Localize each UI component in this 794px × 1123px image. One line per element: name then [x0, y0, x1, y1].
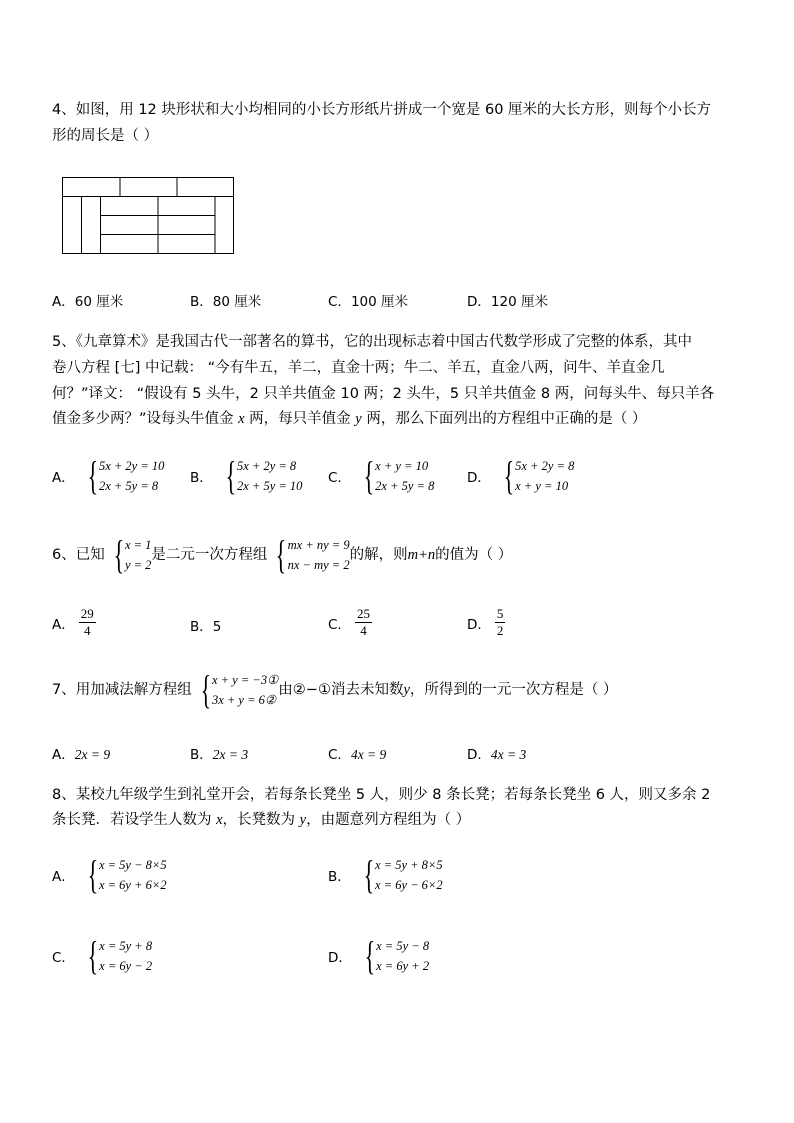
- brace-icon: {: [113, 532, 124, 577]
- fraction: $\frac{5}{2}$: [496, 606, 504, 638]
- brace-icon: {: [364, 933, 376, 978]
- q4-line2: 形的周长是（ ）: [52, 128, 159, 144]
- q6-option-a[interactable]: A． $\frac{29}{4}$: [52, 606, 94, 638]
- fraction: $\frac{25}{4}$: [356, 606, 370, 638]
- q5-option-c[interactable]: C． { x + y = 10 2x + 5y = 8: [328, 453, 435, 498]
- brace-icon: {: [87, 933, 99, 978]
- q7-option-c[interactable]: C．4x = 9: [328, 747, 387, 763]
- q7-option-a[interactable]: A．2x = 9: [52, 747, 111, 763]
- fraction: $\frac{29}{4}$: [80, 606, 94, 638]
- q4-option-a[interactable]: A．60 厘米: [52, 294, 124, 310]
- q5-line2: 卷八方程 [七] 中记载： “今有牛五，羊二，直金十两；牛二、羊五，直金八两，问牛、羊直金几: [52, 360, 665, 376]
- brace-icon: {: [225, 453, 236, 498]
- q5-option-a[interactable]: A． { 5x + 2y = 10 2x + 5y = 8: [52, 453, 165, 498]
- brace-icon: {: [200, 667, 211, 712]
- q7-option-b[interactable]: B．2x = 3: [190, 747, 249, 763]
- q8-line1: 8、某校九年级学生到礼堂开会，若每条长凳坐 5 人，则少 8 条长凳；若每条长凳坐 6 人，则又多余 2: [52, 787, 711, 803]
- q5-line1: 5、《九章算术》是我国古代一部著名的算书，它的出现标志着中国古代数学形成了完整的体系，其中: [52, 334, 692, 350]
- q8-option-d[interactable]: D． { x = 5y − 8 x = 6y + 2: [328, 933, 430, 978]
- brace-icon: {: [503, 453, 515, 498]
- q5-line4: 值金多少两？”设每头牛值金 x 两，每只羊值金 y 两，那么下面列出的方程组中正确的是（ ）: [52, 411, 647, 427]
- brace-icon: {: [276, 532, 287, 577]
- rectangle-tiling-figure: [62, 177, 236, 255]
- q4-option-d[interactable]: D．120 厘米: [467, 294, 548, 310]
- q4-option-b[interactable]: B．80 厘米: [190, 294, 262, 310]
- q7-option-d[interactable]: D．4x = 3: [467, 747, 527, 763]
- q6-stem: 6、已知 { x = 1 y = 2 是二元一次方程组 { mx + ny = 9 nx − my = 2 的解，则 m+n 的值为（ ）: [52, 532, 513, 577]
- q5-line3: 何？”译文： “假设有 5 头牛，2 只羊共值金 10 两；2 头牛，5 只羊共值金 8 两，问每头牛、每只羊各: [52, 386, 715, 402]
- q8-line2: 条长凳．若设学生人数为 x，长凳数为 y，由题意列方程组为（ ）: [52, 812, 471, 828]
- q6-option-c[interactable]: C． $\frac{25}{4}$: [328, 606, 370, 638]
- brace-icon: {: [363, 453, 375, 498]
- q5-option-b[interactable]: B． { 5x + 2y = 8 2x + 5y = 10: [190, 453, 303, 498]
- q4-line1: 4、如图，用 12 块形状和大小均相同的小长方形纸片拼成一个宽是 60 厘米的大长方形，则每个小长方: [52, 102, 712, 118]
- brace-icon: {: [363, 852, 374, 897]
- q8-option-c[interactable]: C． { x = 5y + 8 x = 6y − 2: [52, 933, 153, 978]
- q8-option-b[interactable]: B． { x = 5y + 8×5 x = 6y − 6×2: [328, 852, 443, 897]
- q8-option-a[interactable]: A． { x = 5y − 8×5 x = 6y + 6×2: [52, 852, 167, 897]
- q6-option-d[interactable]: D． $\frac{5}{2}$: [467, 606, 504, 638]
- q4-option-c[interactable]: C．100 厘米: [328, 294, 408, 310]
- brace-icon: {: [87, 453, 98, 498]
- brace-icon: {: [87, 852, 98, 897]
- q6-option-b[interactable]: B．5: [190, 619, 222, 635]
- q5-option-d[interactable]: D． { 5x + 2y = 8 x + y = 10: [467, 453, 575, 498]
- q7-stem: 7、用加减法解方程组 { x + y = −3① 3x + y = 6② 由②−①消去未知数 y ，所得到的一元一次方程是（ ）: [52, 667, 618, 712]
